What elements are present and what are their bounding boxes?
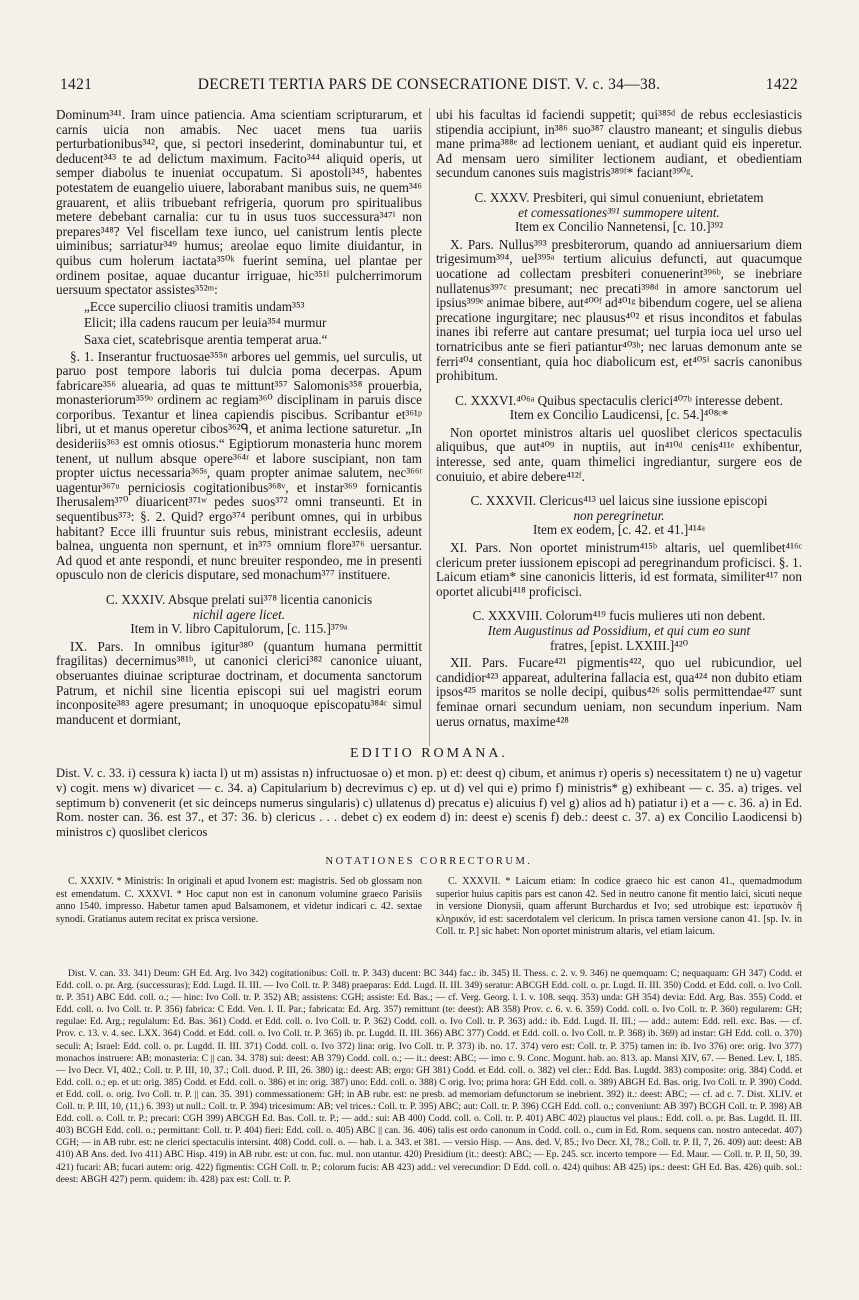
- paragraph: ubi his facultas id faciendi suppetit; qui³⁸⁵ᵈ de rebus ecclesiasticis stipendia accipiunt, in³⁸⁶ suo³⁸⁷ claustro maneant; et singulis diebus mane prima³⁸⁸ᵉ ad lectionem ueniant, et audiant quid eis inperetur. Ad mensam uero similiter lectionem audiant, et obedientiam secundum canones suis magistris³⁸⁹ᶠ* faciant³⁹⁰ᵍ.: [436, 108, 802, 181]
- chapter-source: Item ex Concilio Laudicensi, [c. 54.]⁴⁰⁸ᶜ*: [509, 407, 729, 423]
- chapter-heading: C. XXXV. Presbiteri, qui simul conueniunt, ebrietatem: [474, 189, 764, 205]
- notationes-right-column: [436, 876, 802, 939]
- chapter-source: Item ex eodem, [c. 42. et 41.]⁴¹⁴ᵃ: [532, 522, 706, 538]
- running-head: [60, 76, 798, 98]
- right-column: [436, 108, 802, 746]
- editio-romana-text: [56, 766, 802, 840]
- chapter-heading: C. XXXIV. Absque prelati sui³⁷⁸ licentia canonicis: [105, 592, 373, 607]
- chapter-heading-cont: et comessationes³⁹¹ summopere uitent.: [518, 204, 720, 220]
- verse-line: „Ecce supercilio cliuosi tramitis undam³⁵³: [84, 298, 305, 314]
- paragraph: X. Pars. Nullus³⁹³ presbiterorum, quando ad anniuersarium diem trigesimum³⁹⁴, uel³⁹⁵ᵃ tertium alicuius defuncti, aut quacumque uocatione ad collectam presbiteri conuenerint³⁹⁶ᵇ, se inebriare nullatenus³⁹⁷ᶜ presumant; nec precati³⁹⁸ᵈ in amore sanctorum uel ipsius³⁹⁹ᵉ animae bibere, aut⁴⁰⁰ᶠ ad⁴⁰¹ᵍ bibendum cogere, uel se aliena precatione ingurgitare; nec plausus⁴⁰² et risus inconditos et fabulas inanes ibi referre aut cantare presumat; uel turpia ioca uel urso uel tornatricibus ante se fieri patiantur⁴⁰³ʰ; nec laruas demonum ante se ferri⁴⁰⁴ consentiant, quia hoc diabolicum est, et⁴⁰⁵ⁱ sacris canonibus prohibitum.: [436, 236, 802, 384]
- notationes-correctorum: [56, 876, 802, 964]
- paragraph: IX. Pars. In omnibus igitur³⁸⁰ (quantum humana permittit fragilitas) decernimus³⁸¹ᵇ, ut canonici clerici³⁸² canonice uiuant, obseruantes diuinae scripturae doctrinam, et documenta sanctorum Patrum, et nichil sine licentia episcopi sui uel magistri eorum inconposite³⁸³ agere presumant; in unoquoque episcopatu³⁸⁴ᶜ simul manducent et dormiant,: [56, 638, 422, 727]
- paragraph: Non oportet ministros altaris uel quoslibet clericos spectaculis aliquibus, que aut⁴⁰⁹ in nuptiis, aut in⁴¹⁰ᵈ cenis⁴¹¹ᵉ exhibentur, interesse, sed ante, quam thimelici ingrediantur, surgere eos de conuiuio, et abire debere⁴¹²ᶠ.: [436, 424, 802, 484]
- chapter-heading-cont: nichil agere licet.: [192, 606, 286, 622]
- notation-text: C. XXXVII. * Laicum etiam: In codice graeco hic est canon 41., quemadmodum superior huius capitis pars est canon 42. Sed in neutro canone fit mentio laici, sicuti neque in versione Dionysii, quam afferunt Burchardus et Ivo; sed utrobique est: ἱερατικὸν ἢ κληρικόν, id est: sacerdotalem vel clericum. In prisca tamen versione canon 41. [sp. Iv. in Coll. tr. P.] sic habet: Non oportet ministrum altaris, vel etiam laicum.: [436, 876, 802, 937]
- left-column: [56, 108, 422, 746]
- chapter-source: Item ex Concilio Nannetensi, [c. 10.]³⁹²: [514, 219, 724, 235]
- chapter-source: Item Augustinus ad Possidium, et qui cum eo sunt: [487, 623, 751, 638]
- chapter-heading: C. XXXVIII. Colorum⁴¹⁹ fucis mulieres uti non debent.: [472, 608, 766, 624]
- notation-text: C. XXXIV. * Ministris: In originali et apud Ivonem est: magistris. Sed ob glossam non est emendatum. C. XXXVI. * Hoc caput non est in canonum volumine graeco Parisiis anno 1540. impresso. Habetur tamen apud Balsamonem, et videtur indicari c. 42. sextae synodi. Gratianus autem recitat ex prisca versione.: [56, 876, 422, 925]
- chapter-source: Item in V. libro Capitulorum, [c. 115.]³⁷⁹ᵃ: [130, 621, 348, 637]
- running-title: DECRETI TERTIA PARS DE CONSECRATIONE DIST. V. c. 34—38.: [197, 76, 661, 93]
- editio-romana-heading: EDITIO ROMANA.: [350, 746, 508, 761]
- main-text: [56, 108, 802, 746]
- notationes-heading: NOTATIONES CORRECTORUM.: [325, 856, 533, 867]
- paragraph: XII. Pars. Fucare⁴²¹ pigmentis⁴²², quo uel rubicundior, uel candidior⁴²³ appareat, adulterina fallacia est, qua⁴²⁴ non dubito etiam ipsos⁴²⁵ maritos se nolle decipi, quibus⁴²⁶ solis permittendae⁴²⁷ sunt feminae ornari secundum ueniam, non secundum inperium. Nam uerus ornatus, maxime⁴²⁸: [436, 655, 802, 729]
- chapter-heading: C. XXXVII. Clericus⁴¹³ uel laicus sine iussione episcopi: [470, 493, 768, 509]
- paragraph: XI. Pars. Non oportet ministrum⁴¹⁵ᵇ altaris, uel quemlibet⁴¹⁶ᶜ clericum preter iussionem episcopi ad peregrinandum proficisci. §. 1. Laicum etiam* sine canonicis litteris, id est formata, similiter⁴¹⁷ non oportet alicubi⁴¹⁸ proficisci.: [436, 540, 802, 599]
- column-divider: [429, 108, 430, 746]
- notationes-left-column: [56, 876, 422, 926]
- chapter-heading: C. XXXVI.⁴⁰⁶ᵃ Quibus spectaculis clerici⁴⁰⁷ᵇ interesse debent.: [455, 392, 783, 408]
- editio-romana-paragraph: Dist. V. c. 33. i) cessura k) iacta l) ut m) assistas n) infructuosae o) et mon. p) et: deest q) cibum, et animus r) operis s) necessitatem t) ne u) vagetur v) cogit. mens w) divaricet — c. 34. a) Capitularium b) decrevimus c) ep. ut d) vel qui e) primo f) ministris* g) exhibeant — c. 35. a) triges. vel septimum b) convenerit (et sic deinceps numerus singularis) c) ullatenus d) precatus e) alicuius f) vel g) alios ad h) patiatur i) et a — c. 36. a) in Ed. Rom. noster can. 36. est 37., et 37: 36. b) clericus . . . debet c) ex eodem d) in: deest e) scenis f) deb.: deest c. 37. a) ex Concilio Laodicensi b) ministros c) quoslibet clericos: [56, 766, 802, 840]
- page-number-left: 1421: [60, 76, 93, 93]
- page-number-right: 1422: [765, 76, 798, 93]
- critical-apparatus: [56, 968, 802, 1250]
- apparatus-text: Dist. V. can. 33. 341) Deum: GH Ed. Arg. Ivo 342) cogitationibus: Coll. tr. P. 343) ducent: BC 344) fac.: ib. 345) II. Thess. c. 2. v. 9. 346) ne quemquam: C; nequaquam: GH 347) Codd. et Edd. coll. o. pr. Arg. (successuras); Edd. Lugd. II. III. — Ivo Coll. tr. P. 348) praeparas: Edd. Lugd. II. III. 349) seratur: ABCGH Edd. coll. o. pr. Lugd. II. III. 350) Codd. et Edd. coll. o. Ivo Coll. tr. P. 351) ABC Edd. coll. o.; — hinc: Ivo Coll. tr. P. 352) AB; assistens: CGH; assiste: Ed. Bas.; — cf. Verg. Georg. l. I. v. 108. seqq. 353) unda: GH 354) devia: Edd. Arg. Bas. 355) Codd. et Edd. coll. o. Ivo Coll. tr. P. 356) fabrica: C Edd. Ven. I. II. Par.; fabricata: Ed. Arg. 357) remittunt (te: deest): AB 358) Prov. c. 6. v. 6. 359) Codd. coll. o. Ivo Coll. tr. P. 360) regularem: GH; regulae: Ed. Arg.; regulalum: Ed. Bas. 361) Codd. et Edd. coll. o. Ivo Coll. tr. P. 362) Codd. coll. o. Ivo Coll. tr. P. 363) add.: ib. Edd. Lugd. II. III.; — add.: autem: Edd. rell. exc. Bas. — cf. Prov. c. 13. v. 4. sec. LXX. 364) Codd. et Edd. coll. o. Ivo Coll. tr. P. 365) ib. pr. Lugdd. II. III. 366) ABC 377) Codd. et Edd. coll. o. Ivo Coll. tr. P. 368) ib. 369) ad instar: GH Edd. coll. o. 370) seculi: A; Israel: Edd. coll. o. pr. Lugdd. II. III. 371) Codd. coll. o. Ivo 372) lina: orig. Ivo Coll. tr. P. 373) ib. no. 17. 374) vero est: Coll. tr. P. 375) tamen in: ib. Ivo 376) ore: orig. Ivo 377) monachos instruere: AB; monasteria: C || can. 34. 378) sui: deest: AB 379) Codd. coll. o.; — it.: deest: ABC; — imo c. 9. Conc. Mogunt. hab. ao. 813. ap. Mansi XIV, 67. — Bened. Lev. I, 185. — Ivo Decr. VI, 402.; Coll. tr. P. III, 10, 37.; Coll. duod. P. III, 26. 380) ig.: deest: AB; ergo: GH 381) Codd. et Edd. coll. o. 382) vel cler.: Edd. Bas. Lugdd. 383) composite: orig. 384) Codd. et Edd. coll. o.; ep. et ut: orig. 385) Codd. et Edd. coll. o. 386) et in: orig. 387) uno: Edd. coll. o. 388) C orig. Ivo; prima hora: GH Edd. coll. o. 389) ABGH Ed. Bas. orig. Ivo Coll. tr. P. 390) Codd. et Edd. coll. o. orig. Ivo Coll. tr. P. || can. 35. 391) commessationem: GH; in AB rubr. est: ne presb. ad memoriam defunctorum se inebrient. 392) it.: deest: ABC; — cf. ad c. 7. Dist. XLIV. et Coll. tr. P. III, 10, (11,) 6. 393) ut null.: Coll. tr. P. 394) tricesimum: AB; vel trices.: Coll. tr. P. 395) ABC; aut: Coll. tr. P. 396) CGH Edd. coll. o.; conveniunt: AB 397) BCGH Coll. tr. P. 398) AB Edd. coll. o. Coll. tr. P.; precari: CGH 399) ABCGH Ed. Bas. Coll. tr. P.; — add.: sui: AB 400) Codd. coll. o. Coll. tr. P. 401) ABC 402) plauctus vel plaus.: Edd. coll. o. pr. Bas. Lugdd. II. III. 403) BCGH Edd. coll. o.; permittant: Coll. tr. P. 404) fieri: Edd. coll. o. 405) ABC || can. 36. 406) talis est ordo canonum in Codd. coll. o., cum in Ed. Rom. sequens can. nostro antecedat. 407) CGH; — in AB rubr. est: ne clerici spectaculis intersint. 408) Codd. coll. o. — hab. i. a. 343. et 381. — versio Hisp. — Ans. ded. V, 85.; Ivo Decr. XI, 78.; Coll. tr. P. II, 7, 26. 409) aut: deest: AB 410) AB Ans. ded. Ivo 411) ABC Hisp. 419) in AB rubr. est: ut con. fuc. mul. non utantur. 420) Presidium (it.: deest): ABC; — Ep. 245. scr. incerto tempore — Ed. Maur. — Coll. tr. P. II, 50, 39. 421) fucari: AB; fucari autem: orig. 422) figmentis: CGH Coll. tr. P.; colorum fucis: AB 423) add.: vel verecundior: D Edd. coll. o. 424) quibus: AB 425) ips.: deest: GH Ed. Bas. 426) quib. sol.: deest: ABGH 427) perm. quidem: ib. 428) pax est: Coll. tr. P.: [56, 968, 802, 1185]
- verse-line: Saxa ciet, scatebrisque arentia temperat arua.“: [84, 331, 328, 347]
- paragraph: §. 1. Inserantur fructuosae³⁵⁵ⁿ arbores uel gemmis, uel surculis, ut paruo post tempore laboris tui dulcia poma decerpas. Apum fabricare³⁵⁶ aluearia, ad quas te mittunt³⁵⁷ Salomonis³⁵⁸ prouerbia, monasteriorum³⁵⁹ᵒ ordinem ac regiam³⁶⁰ disciplinam in paruis disce corporibus. Texantur et linea capiendis piscibus. Scribantur et³⁶¹ᵖ libri, ut et manus operetur cibos³⁶²ᑫ, et anima lectione saturetur. „In desideriis³⁶³ est omnis otiosus.“ Egiptiorum monasteria hunc morem tenent, ut nullum absque opere³⁶⁴ʳ et labore suscipiant, non tam propter uictus necessaria³⁶⁵ˢ, quam propter animae salutem, nec³⁶⁶ᵗ uagentur³⁶⁷ᵘ perniciosis cogitationibus³⁶⁸ᵛ, et instar³⁶⁹ fornicantis Iherusalem³⁷⁰ diuaricent³⁷¹ʷ pedes suos³⁷² omni transeunti. Et in sequentibus³⁷³: §. 2. Quid? ergo³⁷⁴ peribunt omnes, qui in urbibus habitant? Ecce illi fruuntur suis rebus, ministrant ecclesiis, adeunt balnea, unguenta non spernunt, et in³⁷⁵ omnium flore³⁷⁶ uersantur. Ad quod et ante respondi, et nunc breuiter respondeo, me in presenti opusculo non de clericis disputare, sed monachum³⁷⁷ instituere.: [56, 348, 422, 583]
- chapter-heading-cont: non peregrinetur.: [573, 507, 665, 523]
- chapter-source-cont: fratres, [epist. LXXIII.]⁴²⁰: [550, 637, 688, 653]
- verse-line: Elicit; illa cadens raucum per leuia³⁵⁴ murmur: [84, 315, 327, 331]
- paragraph: Dominum³⁴¹. Iram uince patiencia. Ama scientiam scripturarum, et carnis uicia non amabis. Nec uacet mens tua uariis perturbationibus³⁴², que, si pectori insederint, dominabuntur tui, et deducent³⁴³ te ad delictum maximum. Facito³⁴⁴ aliquid operis, ut semper diabolus te inueniat occupatum. Si apostoli³⁴⁵, habentes potestatem de euangelio uiuere, laborabant manibus suis, ne quem³⁴⁶ grauarent, et aliis tribuebant refrigeria, quorum pro spiritualibus metere debebant carnalia: cur tu in usus tuos successura³⁴⁷ⁱ non prepares³⁴⁸? Vel fiscellam texe iunco, uel canistrum lentis plecte uiminibus; sarriatur³⁴⁹ humus; areolae equo limite diuidantur, in quibus cum holerum iactata³⁵⁰ᵏ fuerint semina, uel plantae per ordinem positae, aquae ducantur irriguae, hic³⁵¹ˡ pulcherrimorum uersuum spectator assistes³⁵²ᵐ:: [56, 108, 422, 298]
